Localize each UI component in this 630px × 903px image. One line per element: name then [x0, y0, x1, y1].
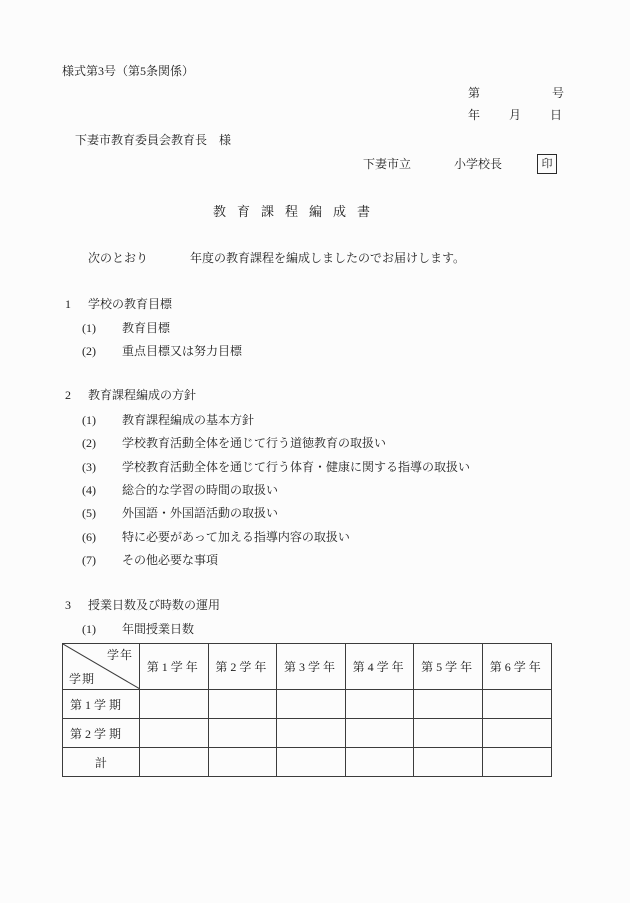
- section-2-item-text: 教育課程編成の基本方針: [122, 413, 255, 427]
- section-2-number: 2: [65, 388, 71, 402]
- section-1-item-text: 教育目標: [122, 321, 171, 335]
- table-cell: [140, 719, 209, 748]
- grade-header: 第3学年: [277, 644, 346, 690]
- table-row: [63, 748, 552, 777]
- section-1-item-no: (2): [82, 344, 96, 358]
- section-2-item-no: (1): [82, 413, 96, 427]
- corner-label-term: 学期: [69, 672, 96, 686]
- table-cell: [414, 748, 483, 777]
- section-1-item-text: 重点目標又は努力目標: [122, 344, 243, 358]
- row-label-total: 計: [63, 748, 140, 777]
- section-2-heading: 教育課程編成の方針: [88, 388, 197, 402]
- table-cell: [345, 690, 414, 719]
- seal-mark: 印: [537, 154, 557, 174]
- addressee-line: 下妻市教育委員会教育長 様: [75, 133, 232, 147]
- grade-header: 第1学年: [140, 644, 209, 690]
- table-header-row: [63, 644, 552, 690]
- table-cell: [277, 719, 346, 748]
- date-year-label: 年: [468, 108, 481, 122]
- section-2-item-text: 外国語・外国語活動の取扱い: [122, 506, 279, 520]
- section-2-item-no: (4): [82, 483, 96, 497]
- section-3-number: 3: [65, 598, 71, 612]
- doc-number-line: [468, 86, 564, 101]
- section-1-item-no: (1): [82, 321, 96, 335]
- section-2-item-text: 学校教育活動全体を通じて行う体育・健康に関する指導の取扱い: [122, 460, 471, 474]
- section-2-item-no: (6): [82, 530, 96, 544]
- table-cell: [208, 748, 277, 777]
- table-cell: [140, 690, 209, 719]
- row-label-term2: 第2学期: [63, 719, 140, 748]
- section-2-item-text: 総合的な学習の時間の取扱い: [122, 483, 279, 497]
- grade-header: 第2学年: [208, 644, 277, 690]
- table-cell: [345, 719, 414, 748]
- grade-header: 第6学年: [482, 644, 551, 690]
- section-2-item-text: 学校教育活動全体を通じて行う道徳教育の取扱い: [122, 436, 387, 450]
- table-cell: [414, 690, 483, 719]
- sender-role: 小学校長: [454, 157, 503, 171]
- doc-number-suffix: 号: [551, 86, 564, 100]
- row-label-term1: 第1学期: [63, 690, 140, 719]
- table-cell: [482, 748, 551, 777]
- table-cell: [277, 690, 346, 719]
- date-day-label: 日: [549, 108, 562, 122]
- section-2-item-no: (2): [82, 436, 96, 450]
- annual-class-days-table: [62, 643, 552, 777]
- doc-number-prefix: 第: [468, 86, 481, 100]
- section-3-heading: 授業日数及び時数の運用: [88, 598, 221, 612]
- section-2-item-text: その他必要な事項: [122, 553, 219, 567]
- date-line: [468, 108, 562, 123]
- table-cell: [140, 748, 209, 777]
- intro-tail: 年度の教育課程を編成しましたのでお届けします。: [190, 251, 466, 265]
- date-month-label: 月: [508, 108, 521, 122]
- grade-header: 第4学年: [345, 644, 414, 690]
- table-row: [63, 690, 552, 719]
- section-2-item-no: (3): [82, 460, 96, 474]
- page-title: 教育課程編成書: [213, 204, 382, 219]
- form-number-label: 様式第3号（第5条関係）: [62, 64, 195, 78]
- table-cell: [414, 719, 483, 748]
- section-3-item-no: (1): [82, 622, 96, 636]
- table-row: [63, 719, 552, 748]
- sender-city: 下妻市立: [363, 157, 412, 171]
- section-2-item-text: 特に必要があって加える指導内容の取扱い: [122, 530, 350, 544]
- table-corner-cell: [63, 644, 140, 690]
- section-1-number: 1: [65, 297, 71, 311]
- table-cell: [482, 690, 551, 719]
- table-cell: [208, 719, 277, 748]
- section-2-item-no: (7): [82, 553, 96, 567]
- table-cell: [208, 690, 277, 719]
- intro-lead: 次のとおり: [88, 251, 149, 265]
- corner-label-grade: 学年: [106, 648, 133, 662]
- grade-header: 第5学年: [414, 644, 483, 690]
- table-cell: [482, 719, 551, 748]
- section-1-heading: 学校の教育目標: [88, 297, 173, 311]
- table-cell: [277, 748, 346, 777]
- section-3-item-text: 年間授業日数: [122, 622, 195, 636]
- section-2-item-no: (5): [82, 506, 96, 520]
- table-cell: [345, 748, 414, 777]
